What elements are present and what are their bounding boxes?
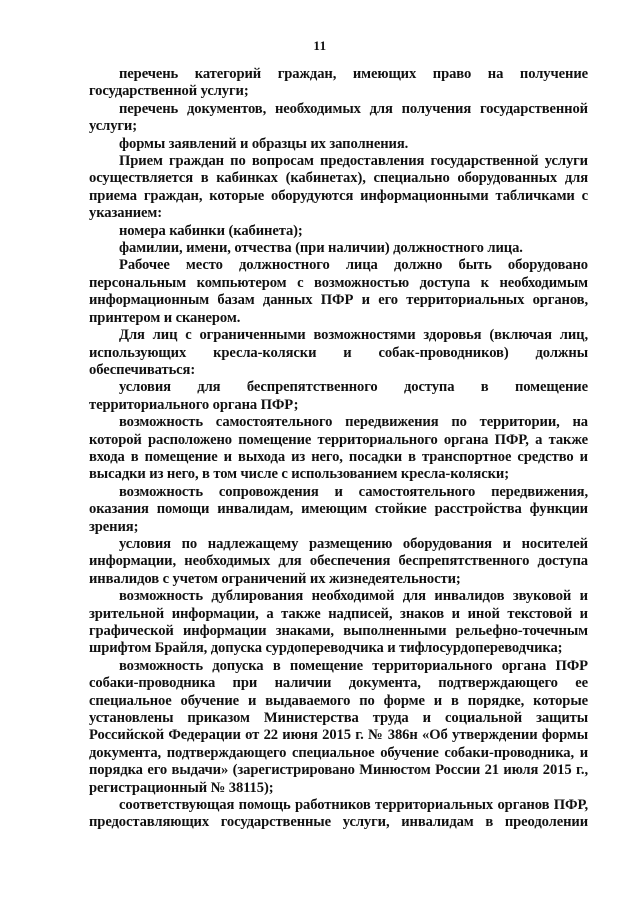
paragraph: фамилии, имени, отчества (при наличии) должностного лица. [119,240,523,257]
paragraph: возможность допуска в помещение территориального органа ПФР собаки-проводника при наличии документа, подтверждающего ее специальное обучение и выдаваемого по форме и в порядке, которые установлены приказом Министерства труда и социальной защиты Российской Федерации от 22 июня 2015 г. № 386н «Об утверждении формы документа, подтверждающего специальное обучение собаки-проводника, и порядка его выдачи» (зарегистрировано Минюстом России 21 июля 2015 г., регистрационный № 38115); [89,657,588,796]
paragraph: условия по надлежащему размещению оборудования и носителей информации, необходимых для обеспечения беспрепятственного доступа инвалидов с учетом ограничений их жизнедеятельности; [89,535,588,587]
paragraph: условия для беспрепятственного доступа в помещение территориального органа ПФР; [89,379,588,413]
paragraph: номера кабинки (кабинета); [119,222,303,239]
paragraph: возможность сопровождения и самостоятельного передвижения, оказания помощи инвалидам, имеющим стойкие расстройства функции зрения; [89,483,588,535]
page-number: 11 [313,38,327,53]
document-body [89,66,588,832]
paragraph: перечень документов, необходимых для получения государственной услуги; [89,100,588,135]
paragraph: возможность самостоятельного передвижения по территории, на которой расположено помещение территориального органа ПФР, а также входа в помещение и выхода из него, посадки в транспортное средство и высадки из него, в том числе с использованием кресла-коляски; [89,414,588,483]
paragraph: перечень категорий граждан, имеющих право на получение государственной услуги; [89,66,588,100]
paragraph: Для лиц с ограниченными возможностями здоровья (включая лиц, использующих кресла-коляски и собак-проводников) должны обеспечиваться: [89,327,588,378]
paragraph: возможность дублирования необходимой для инвалидов звуковой и зрительной информации, а также надписей, знаков и иной текстовой и графической информации знаками, выполненными рельефно-точечным шрифтом Брайля, допуска сурдопереводчика и тифлосурдопереводчика; [89,588,588,657]
paragraph: Прием граждан по вопросам предоставления государственной услуги осуществляется в кабинках (кабинетах), специально оборудованных для приема граждан, которые оборудуются информационными табличками с указанием: [89,153,588,222]
paragraph: соответствующая помощь работников территориальных органов ПФР, предоставляющих государственные услуги, инвалидам в преодолении [89,797,588,831]
paragraph: формы заявлений и образцы их заполнения. [119,135,409,152]
paragraph: Рабочее место должностного лица должно быть оборудовано персональным компьютером с возможностью доступа к необходимым информационным базам данных ПФР и его территориальных органов, принтером и сканером. [89,257,588,326]
